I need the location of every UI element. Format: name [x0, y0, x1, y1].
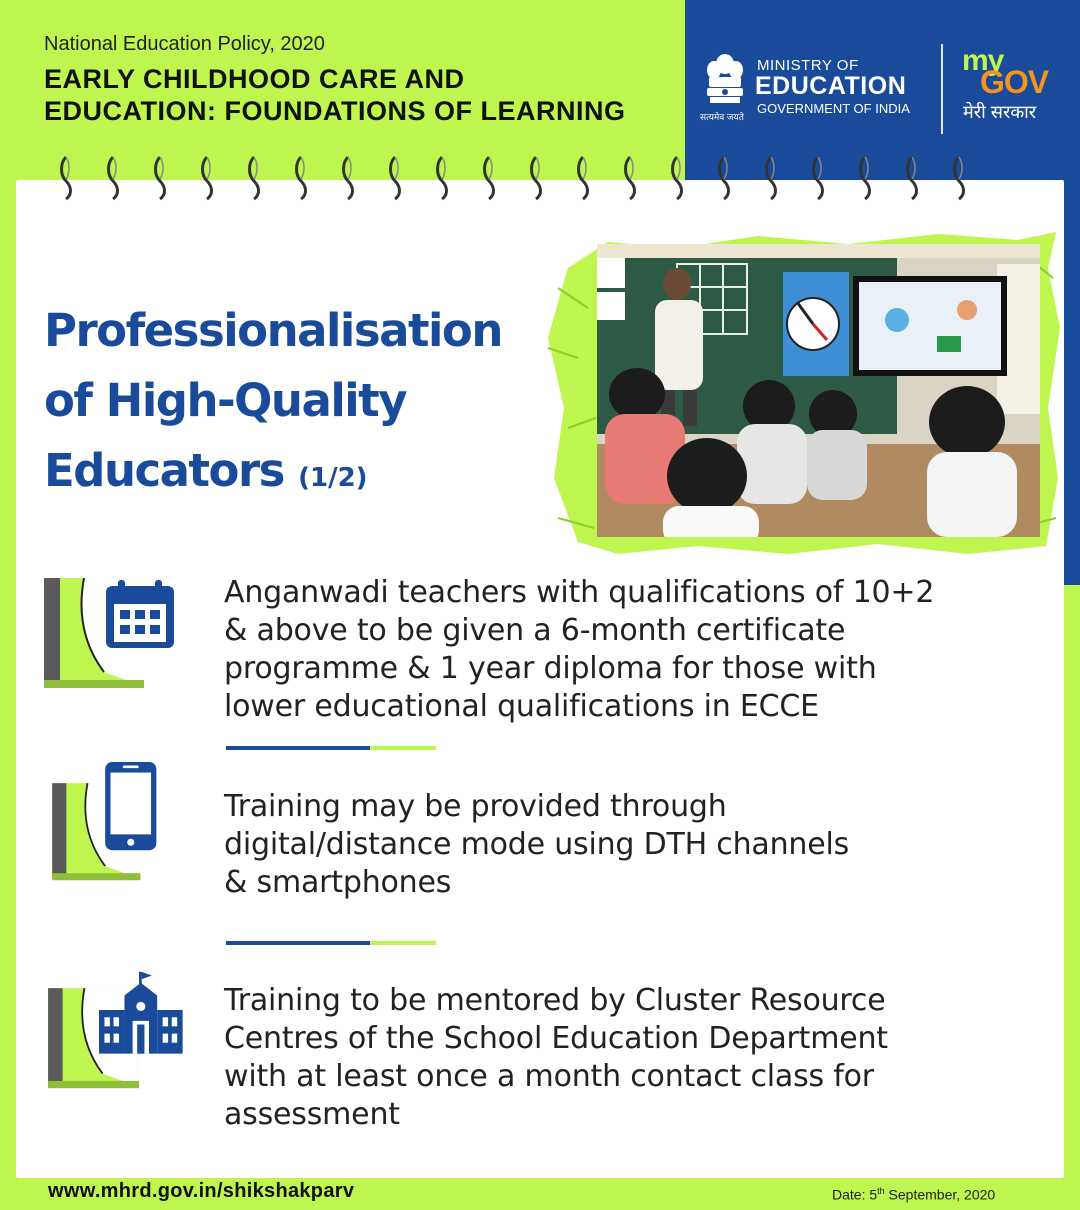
school-building-icon: [44, 970, 184, 1090]
item-1-line3: programme & 1 year diploma for those with: [224, 651, 877, 686]
spiral-ring: [107, 155, 119, 201]
spiral-ring: [718, 155, 730, 201]
mygov-logo-hindi: मेरी सरकार: [963, 102, 1037, 122]
ministry-line1: MINISTRY OF: [757, 57, 859, 74]
heading-line1: Professionalisation: [44, 304, 502, 357]
item-3-line1: Training to be mentored by Cluster Resource: [224, 983, 886, 1018]
spiral-ring: [389, 155, 401, 201]
footer-website-link[interactable]: www.mhrd.gov.in/shikshakparv: [48, 1180, 355, 1202]
heading-line3: [44, 436, 502, 513]
item-2-line2: digital/distance mode using DTH channels: [224, 827, 850, 862]
spiral-ring: [342, 155, 354, 201]
spiral-ring: [906, 155, 918, 201]
spiral-ring: [201, 155, 213, 201]
footer-date-prefix: Date: 5: [832, 1186, 878, 1203]
spiral-ring: [436, 155, 448, 201]
section-heading: [44, 296, 502, 513]
spiral-ring: [577, 155, 589, 201]
page-title-line1: EARLY CHILDHOOD CARE AND: [44, 64, 465, 94]
spiral-ring: [483, 155, 495, 201]
spiral-ring: [671, 155, 683, 201]
item-3-line3: with at least once a month contact class for: [224, 1059, 874, 1094]
item-divider-1: [226, 746, 436, 750]
classroom-photo: [597, 244, 1040, 537]
heading-part-label: (1/2): [298, 463, 368, 493]
footer-date-sup: th: [877, 1186, 885, 1196]
footer-date: [832, 1186, 995, 1203]
item-1-text: [224, 574, 1014, 726]
spiral-ring: [248, 155, 260, 201]
spiral-ring: [154, 155, 166, 201]
ministry-line2: EDUCATION: [755, 72, 907, 100]
spiral-ring: [765, 155, 777, 201]
item-1-line2: & above to be given a 6-month certificate: [224, 613, 846, 648]
footer-date-suffix: September, 2020: [884, 1186, 996, 1203]
spiral-ring: [953, 155, 965, 201]
spiral-ring: [530, 155, 542, 201]
item-3-line4: assessment: [224, 1097, 400, 1132]
spiral-ring: [295, 155, 307, 201]
calendar-icon: [44, 572, 184, 692]
item-1-line4: lower educational qualifications in ECCE: [224, 689, 819, 724]
emblem-caption: सत्यमेव जयते: [700, 112, 744, 122]
item-divider-2: [226, 941, 436, 945]
classroom-photo-illustration: [597, 244, 1040, 537]
policy-label: National Education Policy, 2020: [44, 33, 325, 55]
item-2-line3: & smartphones: [224, 865, 452, 900]
ministry-line3: GOVERNMENT OF INDIA: [757, 101, 910, 116]
heading-line2: of High-Quality: [44, 374, 407, 427]
mygov-logo-gov: GOV: [980, 64, 1049, 100]
logo-divider: [941, 44, 943, 134]
spiral-ring: [859, 155, 871, 201]
spiral-ring: [60, 155, 72, 201]
item-3-text: [224, 982, 1014, 1134]
smartphone-icon: [44, 762, 184, 882]
page-title-line2: EDUCATION: FOUNDATIONS OF LEARNING: [44, 96, 626, 126]
spiral-binding: [60, 155, 1000, 205]
item-3-line2: Centres of the School Education Department: [224, 1021, 888, 1056]
spiral-ring: [812, 155, 824, 201]
heading-line3-text: Educators: [44, 444, 284, 497]
item-2-line1: Training may be provided through: [224, 789, 727, 824]
spiral-ring: [624, 155, 636, 201]
item-2-text: [224, 788, 1014, 902]
item-1-line1: Anganwadi teachers with qualifications of 10+2: [224, 575, 935, 610]
mygov-logo-my: my: [962, 44, 1004, 77]
